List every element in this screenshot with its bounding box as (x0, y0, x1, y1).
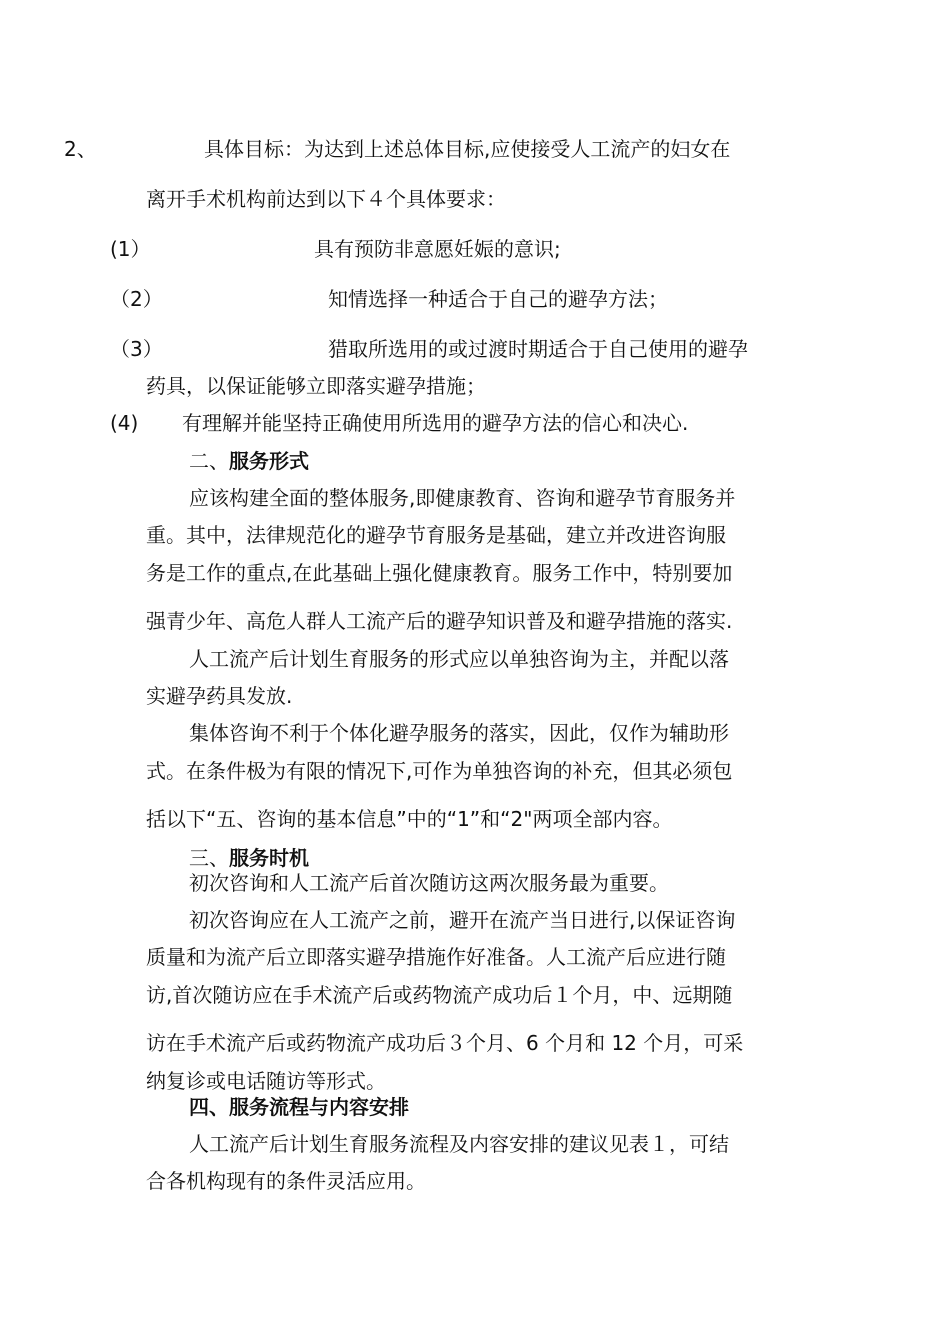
section2-paragraph1-line1: 应该构建全面的整体服务,即健康教育、咨询和避孕节育服务并 (189, 486, 736, 510)
section4-paragraph1-line2: 合各机构现有的条件灵活应用。 (146, 1169, 426, 1193)
goal-text-line2: 离开手术机构前达到以下４个具体要求： (146, 187, 506, 211)
section3-paragraph2-line1: 初次咨询应在人工流产之前，避开在流产当日进行,以保证咨询 (189, 908, 736, 932)
section2-paragraph1-line3: 务是工作的重点,在此基础上强化健康教育。服务工作中，特别要加 (146, 561, 733, 585)
section2-paragraph3-line3: 括以下“五、咨询的基本信息”中的“1”和“2"两项全部内容。 (146, 807, 673, 831)
section3-heading-title: 服务时机 (229, 846, 309, 870)
requirement-text-1: 具有预防非意愿妊娠的意识; (314, 237, 561, 261)
section2-heading-title: 服务形式 (229, 449, 309, 473)
section2-paragraph2-line2: 实避孕药具发放. (146, 684, 293, 708)
section4-paragraph1-line1: 人工流产后计划生育服务流程及内容安排的建议见表１，可结 (189, 1132, 729, 1156)
goal-text-line1: 具体目标：为达到上述总体目标,应使接受人工流产的妇女在 (204, 137, 731, 161)
section3-paragraph2-line5: 纳复诊或电话随访等形式。 (146, 1069, 386, 1093)
section3-heading-number: 三、 (189, 846, 229, 870)
section2-paragraph3-line1: 集体咨询不利于个体化避孕服务的落实，因此，仅作为辅助形 (189, 721, 729, 745)
requirement-marker-4: (4) (110, 411, 139, 435)
goal-number: 2、 (64, 137, 97, 161)
section2-heading-number: 二、 (189, 449, 229, 473)
requirement-marker-1: (1） (110, 237, 151, 261)
requirement-text-3-continuation: 药具，以保证能够立即落实避孕措施； (146, 374, 486, 398)
section3-paragraph1: 初次咨询和人工流产后首次随访这两次服务最为重要。 (189, 871, 669, 895)
section2-heading (189, 448, 309, 474)
section2-paragraph2-line1: 人工流产后计划生育服务的形式应以单独咨询为主，并配以落 (189, 647, 729, 671)
section3-paragraph2-line3: 访,首次随访应在手术流产后或药物流产成功后１个月，中、远期随 (146, 983, 733, 1007)
requirement-text-3: 猎取所选用的或过渡时期适合于自己使用的避孕 (328, 337, 748, 361)
section2-paragraph1-line4: 强青少年、高危人群人工流产后的避孕知识普及和避孕措施的落实. (146, 609, 733, 633)
requirement-text-4: 有理解并能坚持正确使用所选用的避孕方法的信心和决心. (182, 411, 689, 435)
section2-paragraph1-line2: 重。其中，法律规范化的避孕节育服务是基础，建立并改进咨询服 (146, 523, 726, 547)
section3-heading (189, 845, 309, 871)
section3-paragraph2-line4: 访在手术流产后或药物流产成功后３个月、6 个月和 12 个月，可采 (146, 1031, 744, 1055)
section2-paragraph3-line2: 式。在条件极为有限的情况下,可作为单独咨询的补充，但其必须包 (146, 759, 733, 783)
requirement-marker-2: （2） (110, 287, 163, 311)
requirement-marker-3: （3） (110, 337, 163, 361)
requirement-text-2: 知情选择一种适合于自己的避孕方法； (328, 287, 668, 311)
section3-paragraph2-line2: 质量和为流产后立即落实避孕措施作好准备。人工流产后应进行随 (146, 945, 726, 969)
section4-heading: 四、服务流程与内容安排 (189, 1095, 409, 1119)
